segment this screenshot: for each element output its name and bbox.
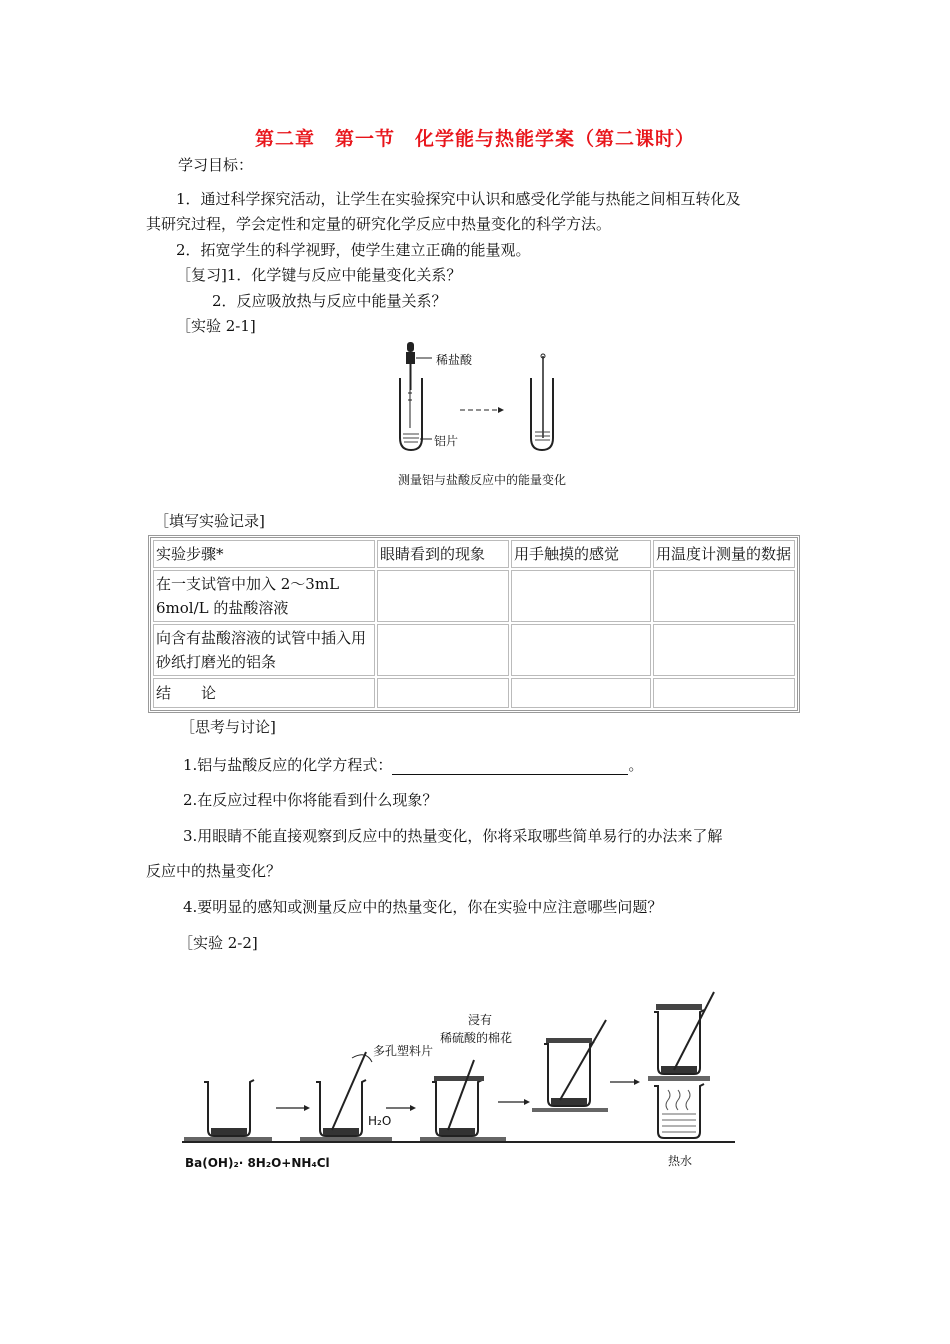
table-header-row [153, 540, 795, 568]
label-water: H₂O [368, 1114, 392, 1128]
label-aluminum: 铝片 [434, 434, 459, 448]
label-soaked: 浸有 [468, 1013, 493, 1027]
table-cell [377, 570, 509, 622]
review-2: 2．反应吸放热与反应中能量关系？ [212, 292, 447, 310]
experiment-1-heading: ［实验 2-1] [176, 317, 256, 335]
label-dilute-hcl: 稀盐酸 [436, 353, 473, 367]
label-cotton: 稀硫酸的棉花 [440, 1031, 513, 1045]
table-cell [653, 678, 795, 708]
table-row [153, 624, 795, 676]
record-heading: ［填写实验记录] [154, 512, 265, 530]
header-cell: 眼睛看到的现象 [377, 540, 509, 568]
label-hot-water: 热水 [668, 1154, 693, 1168]
board-3 [420, 1137, 506, 1141]
board-1 [184, 1137, 272, 1141]
figure-1-caption: 测量铝与盐酸反应中的能量变化 [398, 473, 567, 487]
question-2: 2.在反应过程中你将能看到什么现象？ [183, 791, 438, 809]
table-cell [511, 624, 651, 676]
discussion-heading: ［思考与讨论] [180, 718, 276, 736]
table-cell [653, 570, 795, 622]
table-cell: 结 论 [153, 678, 375, 708]
glass-rod [332, 1052, 366, 1130]
objective-2: 2．拓宽学生的科学视野，使学生建立正确的能量观。 [176, 241, 531, 259]
experiment-record-table [148, 535, 800, 713]
review-1: ［复习]1．化学键与反应中能量变化关系？ [176, 266, 462, 284]
test-tube-right [531, 378, 553, 450]
cotton-layer [434, 1076, 484, 1081]
label-reagents: Ba(OH)₂· 8H₂O+NH₄Cl [185, 1156, 330, 1170]
page-title: 第二章 第一节 化学能与热能学案（第二课时） [254, 128, 695, 150]
beaker-5 [654, 1010, 704, 1074]
dropper-body [406, 352, 415, 364]
question-3-line2: 反应中的热量变化？ [146, 862, 282, 880]
board-5 [648, 1076, 710, 1081]
beaker-4 [544, 1042, 594, 1106]
header-cell: 用手触摸的感觉 [511, 540, 651, 568]
figure-baoh2-nh4cl [180, 990, 740, 1150]
objective-1-line2: 其研究过程，学会定性和定量的研究化学反应中热量变化的科学方法。 [146, 215, 612, 233]
question-1 [183, 754, 643, 775]
beaker-1 [204, 1080, 254, 1136]
experiment-2-heading: ［实验 2-2] [178, 934, 258, 952]
header-cell: 实验步骤* [153, 540, 375, 568]
objectives-heading: 学习目标： [178, 156, 254, 174]
table-cell: 向含有盐酸溶液的试管中插入用砂纸打磨光的铝条 [153, 624, 375, 676]
question-3-line1: 3.用眼睛不能直接观察到反应中的热量变化，你将采取哪些简单易行的办法来了解 [183, 827, 723, 845]
table-cell [511, 570, 651, 622]
header-cell: 用温度计测量的数据 [653, 540, 795, 568]
board-2 [300, 1137, 392, 1141]
table-cell [653, 624, 795, 676]
objective-1-line1: 1．通过科学探究活动，让学生在实验探究中认识和感受化学能与热能之间相互转化及 [176, 190, 741, 208]
table-row [153, 570, 795, 622]
question-1-text: 1.铝与盐酸反应的化学方程式： [183, 756, 393, 774]
table-cell [511, 678, 651, 708]
question-4: 4.要明显的感知或测量反应中的热量变化，你在实验中应注意哪些问题？ [183, 898, 663, 916]
dropper-bulb [407, 342, 414, 352]
label-plastic-sheet: 多孔塑料片 [373, 1044, 434, 1058]
board-4 [532, 1108, 608, 1112]
table-cell: 在一支试管中加入 2～3mL 6mol/L 的盐酸溶液 [153, 570, 375, 622]
question-1-end: 。 [628, 756, 644, 774]
table-row [153, 678, 795, 708]
table-cell [377, 624, 509, 676]
table-cell [377, 678, 509, 708]
answer-blank[interactable] [392, 758, 628, 775]
